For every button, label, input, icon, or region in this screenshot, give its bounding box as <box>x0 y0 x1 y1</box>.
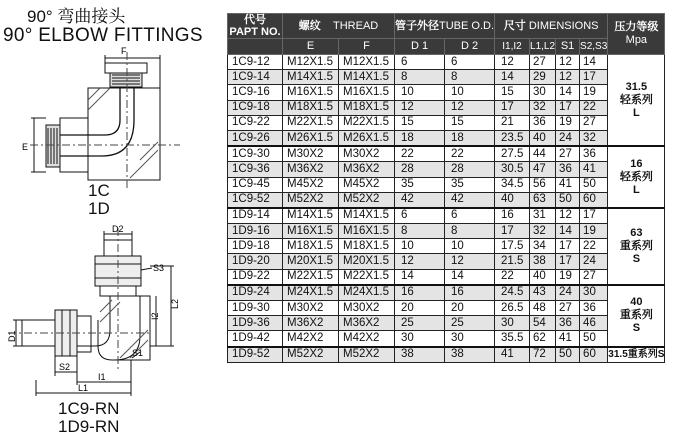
cell: 42 <box>445 192 495 208</box>
col-dimensions <box>495 14 608 39</box>
pressure-cn: 压力等级 <box>614 21 659 33</box>
table-row <box>228 177 665 192</box>
col-s2s3: S2,S3 <box>580 39 608 55</box>
cell: 34 <box>530 239 556 254</box>
cell: M22X1.5 <box>339 269 395 285</box>
cell: 23.5 <box>495 130 530 146</box>
table-row <box>228 55 665 70</box>
cell: 27 <box>556 146 580 162</box>
cell: 72 <box>530 347 556 363</box>
table-row <box>228 269 665 285</box>
cell: 19 <box>580 85 608 100</box>
table-row <box>228 316 665 331</box>
cell: 62 <box>530 331 556 347</box>
table-row <box>228 162 665 177</box>
pressure-letter: S <box>632 252 641 265</box>
cell: M30X2 <box>283 301 339 316</box>
pressure-series: 轻系列 <box>619 93 653 106</box>
cell: 36 <box>556 162 580 177</box>
cell: 27.5 <box>495 146 530 162</box>
cell: 14 <box>495 70 530 85</box>
dim-label-d1: D1 <box>7 330 17 342</box>
cell: 15 <box>395 115 445 130</box>
pressure-series: 重系列 <box>619 239 653 252</box>
table-row <box>228 100 665 115</box>
dim-label-d2: D2 <box>112 224 124 234</box>
pressure-series: 轻系列 <box>619 170 653 183</box>
cell: 21.5 <box>495 254 530 269</box>
cell: 12 <box>556 70 580 85</box>
cell: 40 <box>530 269 556 285</box>
cell: 36 <box>580 146 608 162</box>
cell: 17 <box>556 100 580 115</box>
col-f: F <box>339 39 395 55</box>
cell: 1C9-36 <box>228 162 283 177</box>
pressure-mpa: 31.5 <box>625 80 648 93</box>
cell: 17 <box>556 254 580 269</box>
cell: 22 <box>495 269 530 285</box>
pressure-mpa: 63 <box>630 226 643 239</box>
cell: 17 <box>495 100 530 115</box>
cell: 40 <box>495 192 530 208</box>
cell: 1C9-52 <box>228 192 283 208</box>
table-row <box>228 115 665 130</box>
cell: 48 <box>530 301 556 316</box>
cell: 34.5 <box>495 177 530 192</box>
fitting-drawings <box>0 0 225 442</box>
cell: 42 <box>395 192 445 208</box>
cell: M26X1.5 <box>339 130 395 146</box>
cell: 38 <box>445 347 495 363</box>
cell: 25 <box>445 316 495 331</box>
cell: M45X2 <box>283 177 339 192</box>
cell: 24.5 <box>495 285 530 301</box>
thread-cn: 螺纹 <box>298 19 321 32</box>
cell: M26X1.5 <box>283 130 339 146</box>
cell: 50 <box>580 331 608 347</box>
cell: 14 <box>556 85 580 100</box>
pressure-letter: S <box>632 322 641 335</box>
cell: 36 <box>530 115 556 130</box>
cell: 60 <box>580 347 608 363</box>
cell: 32 <box>580 130 608 146</box>
caption-1d: 1D <box>88 199 110 218</box>
cell: M18X1.5 <box>283 100 339 115</box>
cell: 12 <box>556 55 580 70</box>
cell: 19 <box>556 269 580 285</box>
cell: 35 <box>395 177 445 192</box>
cell: 30 <box>445 331 495 347</box>
cell: 22 <box>445 146 495 162</box>
cell: 25 <box>395 316 445 331</box>
dim-label-s2: S2 <box>59 362 71 372</box>
cell: M36X2 <box>339 316 395 331</box>
cell: 1C9-30 <box>228 146 283 162</box>
cell: 12 <box>556 208 580 224</box>
cell: M30X2 <box>283 146 339 162</box>
tube-en: TUBE O.D. <box>439 19 495 32</box>
cell: M18X1.5 <box>283 239 339 254</box>
pressure-cell <box>608 347 665 363</box>
cell: 43 <box>530 285 556 301</box>
cell: 1D9-20 <box>228 254 283 269</box>
cell: 6 <box>445 55 495 70</box>
pressure-cell <box>608 208 665 285</box>
cell: 60 <box>580 192 608 208</box>
table-row <box>228 347 665 363</box>
cell: 6 <box>445 208 495 224</box>
cell: 1D9-22 <box>228 269 283 285</box>
cell: 44 <box>530 146 556 162</box>
pressure-series: 重系列 <box>619 309 653 322</box>
cell: 1D9-16 <box>228 224 283 239</box>
cell: M20X1.5 <box>283 254 339 269</box>
cell: 31 <box>530 208 556 224</box>
pressure-en: Mpa <box>625 34 648 46</box>
cell: M24X1.5 <box>283 285 339 301</box>
cell: 1C9-26 <box>228 130 283 146</box>
table-row <box>228 239 665 254</box>
cell: M36X2 <box>283 162 339 177</box>
cell: 50 <box>556 347 580 363</box>
cell: M52X2 <box>283 192 339 208</box>
cell: 22 <box>580 239 608 254</box>
tube-cn: 管子外径 <box>395 19 439 32</box>
cell: 30.5 <box>495 162 530 177</box>
cell: 14 <box>580 55 608 70</box>
thread-en: THREAD <box>333 19 379 32</box>
cell: 8 <box>395 224 445 239</box>
table-row <box>228 130 665 146</box>
cell: 1D9-42 <box>228 331 283 347</box>
cell: 46 <box>580 316 608 331</box>
cell: M22X1.5 <box>283 269 339 285</box>
pressure-text: 31.5重系列S <box>608 349 665 361</box>
cell: 47 <box>530 162 556 177</box>
cell: M52X2 <box>339 192 395 208</box>
cell: 50 <box>556 192 580 208</box>
title-english: 90° ELBOW FITTINGS <box>3 25 203 46</box>
col-i1i2: I1,I2 <box>495 39 530 55</box>
dim-label-e: E <box>22 142 29 152</box>
cell: M14X1.5 <box>339 70 395 85</box>
cell: 1D9-52 <box>228 347 283 363</box>
cell: M16X1.5 <box>339 85 395 100</box>
cell: 54 <box>530 316 556 331</box>
cell: 1C9-18 <box>228 100 283 115</box>
cell: 1C9-12 <box>228 55 283 70</box>
col-pressure <box>608 14 665 55</box>
cell: 32 <box>530 224 556 239</box>
col-part-no <box>228 14 283 39</box>
cell: M30X2 <box>339 146 395 162</box>
cell: 41 <box>580 162 608 177</box>
pressure-cell <box>608 285 665 347</box>
cell: 36 <box>580 301 608 316</box>
dim-label-i2: I2 <box>150 312 160 320</box>
cell: 24 <box>556 285 580 301</box>
cell: 15 <box>445 115 495 130</box>
col-s1: S1 <box>556 39 580 55</box>
cell: 1C9-16 <box>228 85 283 100</box>
cell: M52X2 <box>339 347 395 363</box>
cell: M12X1.5 <box>339 55 395 70</box>
pressure-mpa: 40 <box>630 296 643 309</box>
cell: 10 <box>395 85 445 100</box>
dim-en: DIMENSIONS <box>528 19 599 32</box>
cell: M52X2 <box>283 347 339 363</box>
pressure-cell <box>608 146 665 208</box>
cell: 14 <box>445 269 495 285</box>
dim-label-l2: L2 <box>170 298 180 309</box>
cell: 16 <box>495 208 530 224</box>
table-row <box>228 285 665 301</box>
cell: 22 <box>395 146 445 162</box>
table-row <box>228 146 665 162</box>
dim-cn: 尺寸 <box>503 19 526 32</box>
table-row <box>228 208 665 224</box>
cell: 6 <box>395 55 445 70</box>
cell: 19 <box>580 224 608 239</box>
cell: M42X2 <box>339 331 395 347</box>
part-no-cn: 代号 <box>244 14 266 26</box>
cell: M18X1.5 <box>339 100 395 115</box>
cell: 12 <box>445 100 495 115</box>
table-row <box>228 70 665 85</box>
cell: 41 <box>495 347 530 363</box>
part-no-en: PAPT NO. <box>229 26 281 38</box>
cell: 28 <box>395 162 445 177</box>
cell: 24 <box>580 254 608 269</box>
dim-label-l1: L1 <box>78 383 89 393</box>
cell: 50 <box>580 177 608 192</box>
cell: 17 <box>495 224 530 239</box>
cell: 27 <box>580 269 608 285</box>
cell: 16 <box>445 285 495 301</box>
cell: 18 <box>395 130 445 146</box>
col-e: E <box>283 39 339 55</box>
col-part-sub <box>228 39 283 55</box>
elbow-drawing-1c <box>30 52 180 190</box>
cell: 27 <box>556 301 580 316</box>
cell: 1D9-24 <box>228 285 283 301</box>
cell: 18 <box>445 130 495 146</box>
cell: 10 <box>445 85 495 100</box>
cell: 17 <box>580 70 608 85</box>
cell: 26.5 <box>495 301 530 316</box>
cell: 12 <box>395 100 445 115</box>
cell: 32 <box>530 100 556 115</box>
cell: 8 <box>395 70 445 85</box>
dim-label-f: F <box>121 46 127 56</box>
cell: M22X1.5 <box>283 115 339 130</box>
cell: M22X1.5 <box>339 115 395 130</box>
elbow-drawing-1c9rn <box>8 228 174 396</box>
cell: 21 <box>495 115 530 130</box>
cell: 35 <box>445 177 495 192</box>
cell: M12X1.5 <box>283 55 339 70</box>
cell: 24 <box>556 130 580 146</box>
cell: 1C9-22 <box>228 115 283 130</box>
cell: 63 <box>530 192 556 208</box>
cell: 27 <box>580 115 608 130</box>
cell: 1D9-30 <box>228 301 283 316</box>
cell: 14 <box>395 269 445 285</box>
cell: 29 <box>530 70 556 85</box>
cell: M18X1.5 <box>339 239 395 254</box>
cell: M16X1.5 <box>283 224 339 239</box>
dim-label-s1: S1 <box>132 348 144 358</box>
cell: M20X1.5 <box>339 254 395 269</box>
cell: 40 <box>530 130 556 146</box>
caption-1c: 1C <box>88 181 110 200</box>
cell: M14X1.5 <box>339 208 395 224</box>
dim-label-s3: S3 <box>153 263 165 273</box>
dim-label-i1: I1 <box>98 372 106 382</box>
cell: 8 <box>445 70 495 85</box>
cell: M16X1.5 <box>283 85 339 100</box>
table-row <box>228 192 665 208</box>
cell: 22 <box>580 100 608 115</box>
cell: 12 <box>445 254 495 269</box>
cell: 1C9-14 <box>228 70 283 85</box>
cell: 6 <box>395 208 445 224</box>
table-row <box>228 301 665 316</box>
cell: 30 <box>530 85 556 100</box>
cell: 10 <box>445 239 495 254</box>
col-d2: D 2 <box>445 39 495 55</box>
cell: M30X2 <box>339 301 395 316</box>
cell: 41 <box>556 177 580 192</box>
cell: 20 <box>395 301 445 316</box>
cell: M36X2 <box>283 316 339 331</box>
cell: 12 <box>495 55 530 70</box>
cell: M14X1.5 <box>283 208 339 224</box>
cell: 41 <box>556 331 580 347</box>
col-l1l2: L1,L2 <box>530 39 556 55</box>
cell: 30 <box>580 285 608 301</box>
cell: 30 <box>495 316 530 331</box>
cell: 56 <box>530 177 556 192</box>
table-row <box>228 224 665 239</box>
col-d1: D 1 <box>395 39 445 55</box>
cell: 17 <box>556 239 580 254</box>
cell: 14 <box>556 224 580 239</box>
pressure-cell <box>608 55 665 147</box>
cell: 16 <box>395 285 445 301</box>
cell: M42X2 <box>283 331 339 347</box>
cell: 1C9-45 <box>228 177 283 192</box>
cell: 12 <box>395 254 445 269</box>
caption-1c9-rn: 1C9-RN <box>58 399 120 418</box>
cell: 1D9-14 <box>228 208 283 224</box>
cell: 28 <box>445 162 495 177</box>
cell: M14X1.5 <box>283 70 339 85</box>
col-thread <box>283 14 395 39</box>
cell: 15 <box>495 85 530 100</box>
title-chinese: 90° 弯曲接头 <box>27 7 126 26</box>
cell: 1D9-36 <box>228 316 283 331</box>
cell: M45X2 <box>339 177 395 192</box>
caption-1d9-rn: 1D9-RN <box>58 417 120 436</box>
table-row <box>228 85 665 100</box>
cell: 17.5 <box>495 239 530 254</box>
pressure-letter: L <box>633 183 640 196</box>
pressure-letter: L <box>633 106 640 119</box>
cell: M16X1.5 <box>339 224 395 239</box>
cell: 38 <box>395 347 445 363</box>
cell: 20 <box>445 301 495 316</box>
cell: 27 <box>530 55 556 70</box>
col-tube-od <box>395 14 495 39</box>
cell: M36X2 <box>339 162 395 177</box>
cell: 1D9-18 <box>228 239 283 254</box>
cell: 35.5 <box>495 331 530 347</box>
cell: 30 <box>395 331 445 347</box>
pressure-mpa: 16 <box>630 157 643 170</box>
table-row <box>228 331 665 347</box>
cell: 8 <box>445 224 495 239</box>
table-row <box>228 254 665 269</box>
spec-table <box>227 13 665 363</box>
cell: 38 <box>530 254 556 269</box>
cell: 17 <box>580 208 608 224</box>
cell: 10 <box>395 239 445 254</box>
cell: M24X1.5 <box>339 285 395 301</box>
cell: 36 <box>556 316 580 331</box>
cell: 19 <box>556 115 580 130</box>
